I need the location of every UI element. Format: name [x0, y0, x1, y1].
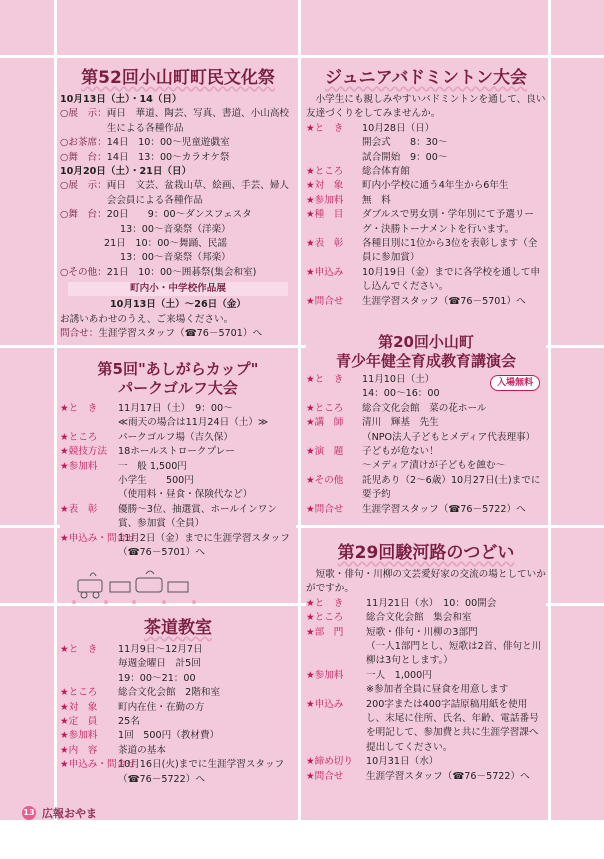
detail-row	[306, 165, 546, 179]
detail-label: ★問合せ	[306, 295, 344, 307]
other-value: 21日 10：00～囲碁祭(集会和室)	[106, 266, 257, 278]
detail-value: 一 般 1,500円	[118, 460, 187, 472]
detail-row	[306, 194, 546, 208]
detail-row	[60, 672, 296, 686]
detail-label: ★講 師	[306, 417, 344, 429]
youth-lecture-title-line1: 第20回小山町	[378, 333, 474, 351]
detail-label: ★と き	[306, 374, 344, 385]
detail-row	[60, 532, 296, 561]
detail-row	[60, 744, 296, 758]
detail-value: 総合文化会館 集会和室	[366, 612, 472, 624]
detail-value: 18ホールストロークプレー	[118, 446, 235, 458]
detail-value: 生涯学習スタッフ（☎76－5722）へ	[362, 503, 526, 515]
detail-value: 200字または400字詰原稿用紙を使用し、末尾に住所、氏名、年齢、電話番号を明記して、参加費と共に生涯学習課へ提出してください。	[366, 698, 539, 753]
detail-row	[60, 643, 296, 657]
detail-value: 総合体育館	[362, 166, 410, 178]
detail-row	[306, 698, 546, 756]
detail-row	[306, 416, 546, 430]
detail-label	[306, 151, 362, 165]
detail-label	[306, 640, 366, 669]
detail-row	[306, 295, 546, 309]
detail-value: （一人1部門とし、短歌は2首、俳句と川柳は3句とします。）	[366, 641, 542, 667]
detail-row	[60, 686, 296, 700]
detail-label: ★参加料	[60, 460, 98, 472]
detail-label: ★参加料	[306, 669, 344, 681]
stage2-value: 20日 9：00～ダンスフェスタ	[106, 209, 252, 221]
detail-label: ★申込み・問合せ	[60, 532, 136, 544]
youth-lecture-section	[306, 333, 546, 517]
detail-label: ★その他	[306, 474, 344, 486]
detail-row	[60, 488, 296, 502]
detail-value: 11月2日（金）までに生涯学習スタッフ（☎76－5701）へ	[118, 532, 290, 559]
tea1-value: 14日 10：00～児童遊戯室	[106, 137, 230, 149]
detail-label: ★締め切り	[306, 756, 353, 768]
detail-value: 子どもが危ない！	[362, 446, 439, 458]
detail-row	[306, 459, 546, 473]
detail-label: ★ところ	[306, 166, 344, 178]
grid-line	[548, 0, 551, 820]
grid-line	[0, 55, 604, 58]
detail-label: ★ところ	[60, 687, 98, 699]
detail-label	[60, 672, 118, 686]
detail-label: ★ところ	[306, 612, 344, 624]
exhibit1-label: ○展 示：	[60, 108, 107, 120]
detail-label: ★表 彰	[60, 503, 98, 515]
culture-festival-title: 第52回小山町町民文化祭	[81, 68, 275, 88]
detail-label	[60, 474, 118, 488]
detail-label: ★申込み	[306, 698, 344, 710]
detail-label: ★定 員	[60, 716, 98, 728]
suruga-section	[306, 543, 546, 784]
detail-value: 10月16日(火)までに生涯学習スタッフ（☎76－5722）へ	[118, 759, 285, 785]
detail-value: （NPO法人子どもとメディア代表理事）	[362, 431, 536, 443]
school-exhibit-banner: 町内小・中学校作品展	[68, 282, 288, 296]
detail-value: パークゴルフ場（吉久保）	[118, 431, 233, 443]
detail-value: 生涯学習スタッフ（☎76－5722）へ	[366, 770, 530, 782]
detail-value: 短歌・俳句・川柳の3部門	[366, 626, 478, 638]
detail-label: ★参加料	[306, 194, 344, 206]
detail-label: ★と き	[60, 403, 98, 414]
detail-label	[306, 431, 362, 445]
suruga-intro: 短歌・俳句・川柳の文芸愛好家の交流の場としていかがですか。	[306, 569, 546, 595]
stage2-line: 13：00～音楽祭（邦楽）	[120, 252, 231, 264]
tea-class-section	[60, 618, 296, 787]
detail-value: 試合開始 9：00～	[362, 151, 448, 163]
detail-row	[306, 122, 546, 136]
detail-label: ★対 象	[60, 701, 98, 713]
detail-value: 総合文化会館 菜の花ホール	[362, 402, 487, 414]
detail-row	[306, 755, 546, 769]
detail-row	[306, 683, 546, 697]
detail-row	[306, 640, 546, 669]
culture-festival-section	[60, 68, 296, 342]
detail-label: ★種 目	[306, 209, 344, 221]
detail-label: ★部 門	[306, 626, 344, 638]
detail-row	[60, 460, 296, 474]
stage1-label: ○舞 台：	[60, 151, 107, 163]
detail-label: ★演 題	[306, 446, 344, 458]
detail-row	[306, 626, 546, 640]
detail-label: ★内 容	[60, 744, 98, 756]
exhibit2-value: 両日 文芸、盆栽山草、絵画、手芸、婦人会会員による各種作品	[106, 180, 290, 206]
badminton-intro: 小学生にも親しみやすいバドミントンを通して、良い友達づくりをしてみませんか。	[306, 94, 546, 120]
detail-label	[306, 459, 362, 473]
detail-value: ～メディア漬けが子どもを蝕む～	[362, 460, 506, 472]
exhibit1-value: 両日 華道、陶芸、写真、書道、小山高校生による各種作品	[106, 108, 290, 134]
detail-row	[306, 179, 546, 193]
detail-row	[306, 597, 546, 611]
detail-value: 優勝～3位、抽選賞、ホールインワン賞、参加賞（全員）	[118, 503, 277, 530]
youth-lecture-details	[306, 373, 546, 517]
stage1-value: 14日 13：00～カラオケ祭	[106, 151, 230, 163]
tea1-label: ○お茶席：	[60, 137, 107, 149]
detail-value: 11月17日（土） 9：00～	[118, 403, 233, 414]
detail-label: ★ところ	[60, 431, 98, 443]
detail-row	[60, 402, 296, 416]
detail-row	[306, 151, 546, 165]
detail-row	[60, 758, 296, 787]
detail-value: 開会式 8：30～	[362, 137, 448, 149]
detail-label: ★ところ	[306, 402, 344, 414]
detail-label: ★対 象	[306, 180, 344, 192]
detail-label: ★競技方法	[60, 446, 107, 458]
detail-value: 無 料	[362, 194, 391, 206]
contact-value: 生涯学習スタッフ（☎76－5701）へ	[98, 328, 263, 340]
detail-label: ★問合せ	[306, 503, 344, 515]
detail-value: 10月19日（金）までに各学校を通して申し込んでください。	[362, 266, 540, 293]
footer	[0, 820, 604, 859]
badminton-title: ジュニアバドミントン大会	[325, 68, 527, 88]
detail-label: ★申込み・問合せ	[60, 759, 136, 771]
detail-label: ★申込み	[306, 266, 344, 278]
detail-value: 託児あり（2～6歳）10月27日(土)までに要予約	[362, 474, 541, 501]
detail-value: 生涯学習スタッフ（☎76－5701）へ	[362, 295, 526, 307]
detail-value: ダブルスで男女別・学年別にて予選リーグ・決勝トーナメントを行います。	[362, 209, 535, 235]
detail-value: 11月10日（土）	[362, 374, 435, 385]
stage2-label: ○舞 台：	[60, 209, 107, 221]
detail-row	[60, 715, 296, 729]
detail-value: 茶道の基本	[118, 744, 166, 756]
detail-value: ※参加者全員に昼食を用意します	[366, 684, 509, 696]
exhibit2-label: ○展 示：	[60, 180, 107, 192]
detail-label: ★問合せ	[306, 770, 344, 782]
detail-label	[306, 136, 362, 150]
detail-row	[60, 701, 296, 715]
detail-label	[60, 657, 118, 671]
grid-line	[298, 0, 301, 820]
detail-value: 総合文化会館 2階和室	[118, 687, 221, 699]
stage2-line: 21日 10：00～舞踊、民謡	[104, 238, 227, 250]
badminton-details	[306, 122, 546, 309]
detail-label	[306, 683, 366, 697]
detail-value: 各種目別に1位から3位を表彰します（全員に参加賞）	[362, 238, 538, 264]
detail-row	[306, 770, 546, 784]
detail-value: ≪雨天の場合は11月24日（土）≫	[118, 417, 269, 429]
stage2-line: 13：00～音楽祭（洋楽）	[120, 223, 231, 235]
detail-value: 1回 500円（教材費）	[118, 730, 220, 742]
detail-value: 11月21日（水） 10：00開会	[366, 597, 497, 609]
detail-row	[306, 266, 546, 295]
other-label: ○その他：	[60, 266, 107, 278]
tea-class-details	[60, 643, 296, 787]
detail-value: 毎週金曜日 計5回	[118, 658, 201, 670]
culture-festival-date2: 10月20日（土）・21日（日）	[60, 166, 192, 178]
school-exhibit-dates: 10月13日（土）～26日（金）	[110, 299, 246, 311]
detail-value: 町内小学校に通う4年生から6年生	[362, 180, 509, 192]
detail-label: ★と き	[60, 644, 98, 655]
detail-row	[60, 657, 296, 671]
detail-value: 清川 輝基 先生	[362, 417, 439, 429]
detail-value: 一人 1,000円	[366, 669, 432, 681]
detail-row	[60, 431, 296, 445]
contact-label: 問合せ：	[60, 328, 99, 340]
detail-row	[306, 474, 546, 503]
detail-row	[306, 208, 546, 237]
brand-logo: 広報おやま	[42, 807, 97, 820]
youth-lecture-title-line2: 青少年健全育成教育講演会	[335, 352, 516, 370]
detail-value: 19：00～21：00	[118, 672, 196, 684]
park-golf-details	[60, 402, 296, 560]
detail-value: 11月9日～12月7日	[118, 644, 203, 655]
detail-row	[60, 445, 296, 459]
suruga-title: 第29回駿河路のつどい	[337, 543, 515, 563]
culture-festival-date1: 10月13日（土）・14（日）	[60, 94, 182, 105]
detail-row	[306, 669, 546, 683]
tea-class-title: 茶道教室	[144, 618, 212, 638]
detail-row	[306, 237, 546, 266]
park-golf-title-line1: 第5回"あしがらカップ"	[97, 360, 259, 378]
detail-label	[60, 416, 118, 430]
detail-value: 14：00～16：00	[362, 388, 440, 400]
detail-label: ★表 彰	[306, 238, 344, 250]
grid-line	[54, 0, 57, 820]
detail-row	[306, 445, 546, 459]
detail-value: （使用料・昼食・保険代など）	[118, 489, 253, 501]
detail-row	[60, 503, 296, 532]
detail-row	[60, 474, 296, 488]
detail-row	[60, 416, 296, 430]
detail-label	[306, 387, 362, 401]
detail-label: ★参加料	[60, 730, 98, 742]
detail-label: ★と き	[306, 122, 344, 134]
detail-row	[306, 611, 546, 625]
detail-value: 25名	[118, 716, 140, 728]
culture-festival-note: お誘いあわせのうえ、ご来場ください。	[60, 313, 234, 325]
detail-label: ★と き	[306, 597, 344, 609]
badminton-section	[306, 68, 546, 309]
detail-label	[60, 488, 118, 502]
detail-value: 10月31日（水）	[366, 756, 439, 768]
page-number: 13	[22, 806, 36, 820]
detail-row	[306, 402, 546, 416]
detail-value: 10月28日（日）	[362, 122, 435, 134]
detail-row	[306, 503, 546, 517]
free-admission-badge: 入場無料	[490, 375, 540, 391]
park-golf-title-line2: パークゴルフ大会	[118, 379, 238, 397]
detail-row	[306, 431, 546, 445]
park-golf-section	[60, 360, 296, 560]
detail-row	[306, 136, 546, 150]
detail-row	[60, 729, 296, 743]
detail-value: 町内在住・在勤の方	[118, 701, 205, 713]
suruga-details	[306, 597, 546, 784]
decorative-illustration	[70, 568, 205, 608]
detail-value: 小学生 500円	[118, 475, 194, 487]
